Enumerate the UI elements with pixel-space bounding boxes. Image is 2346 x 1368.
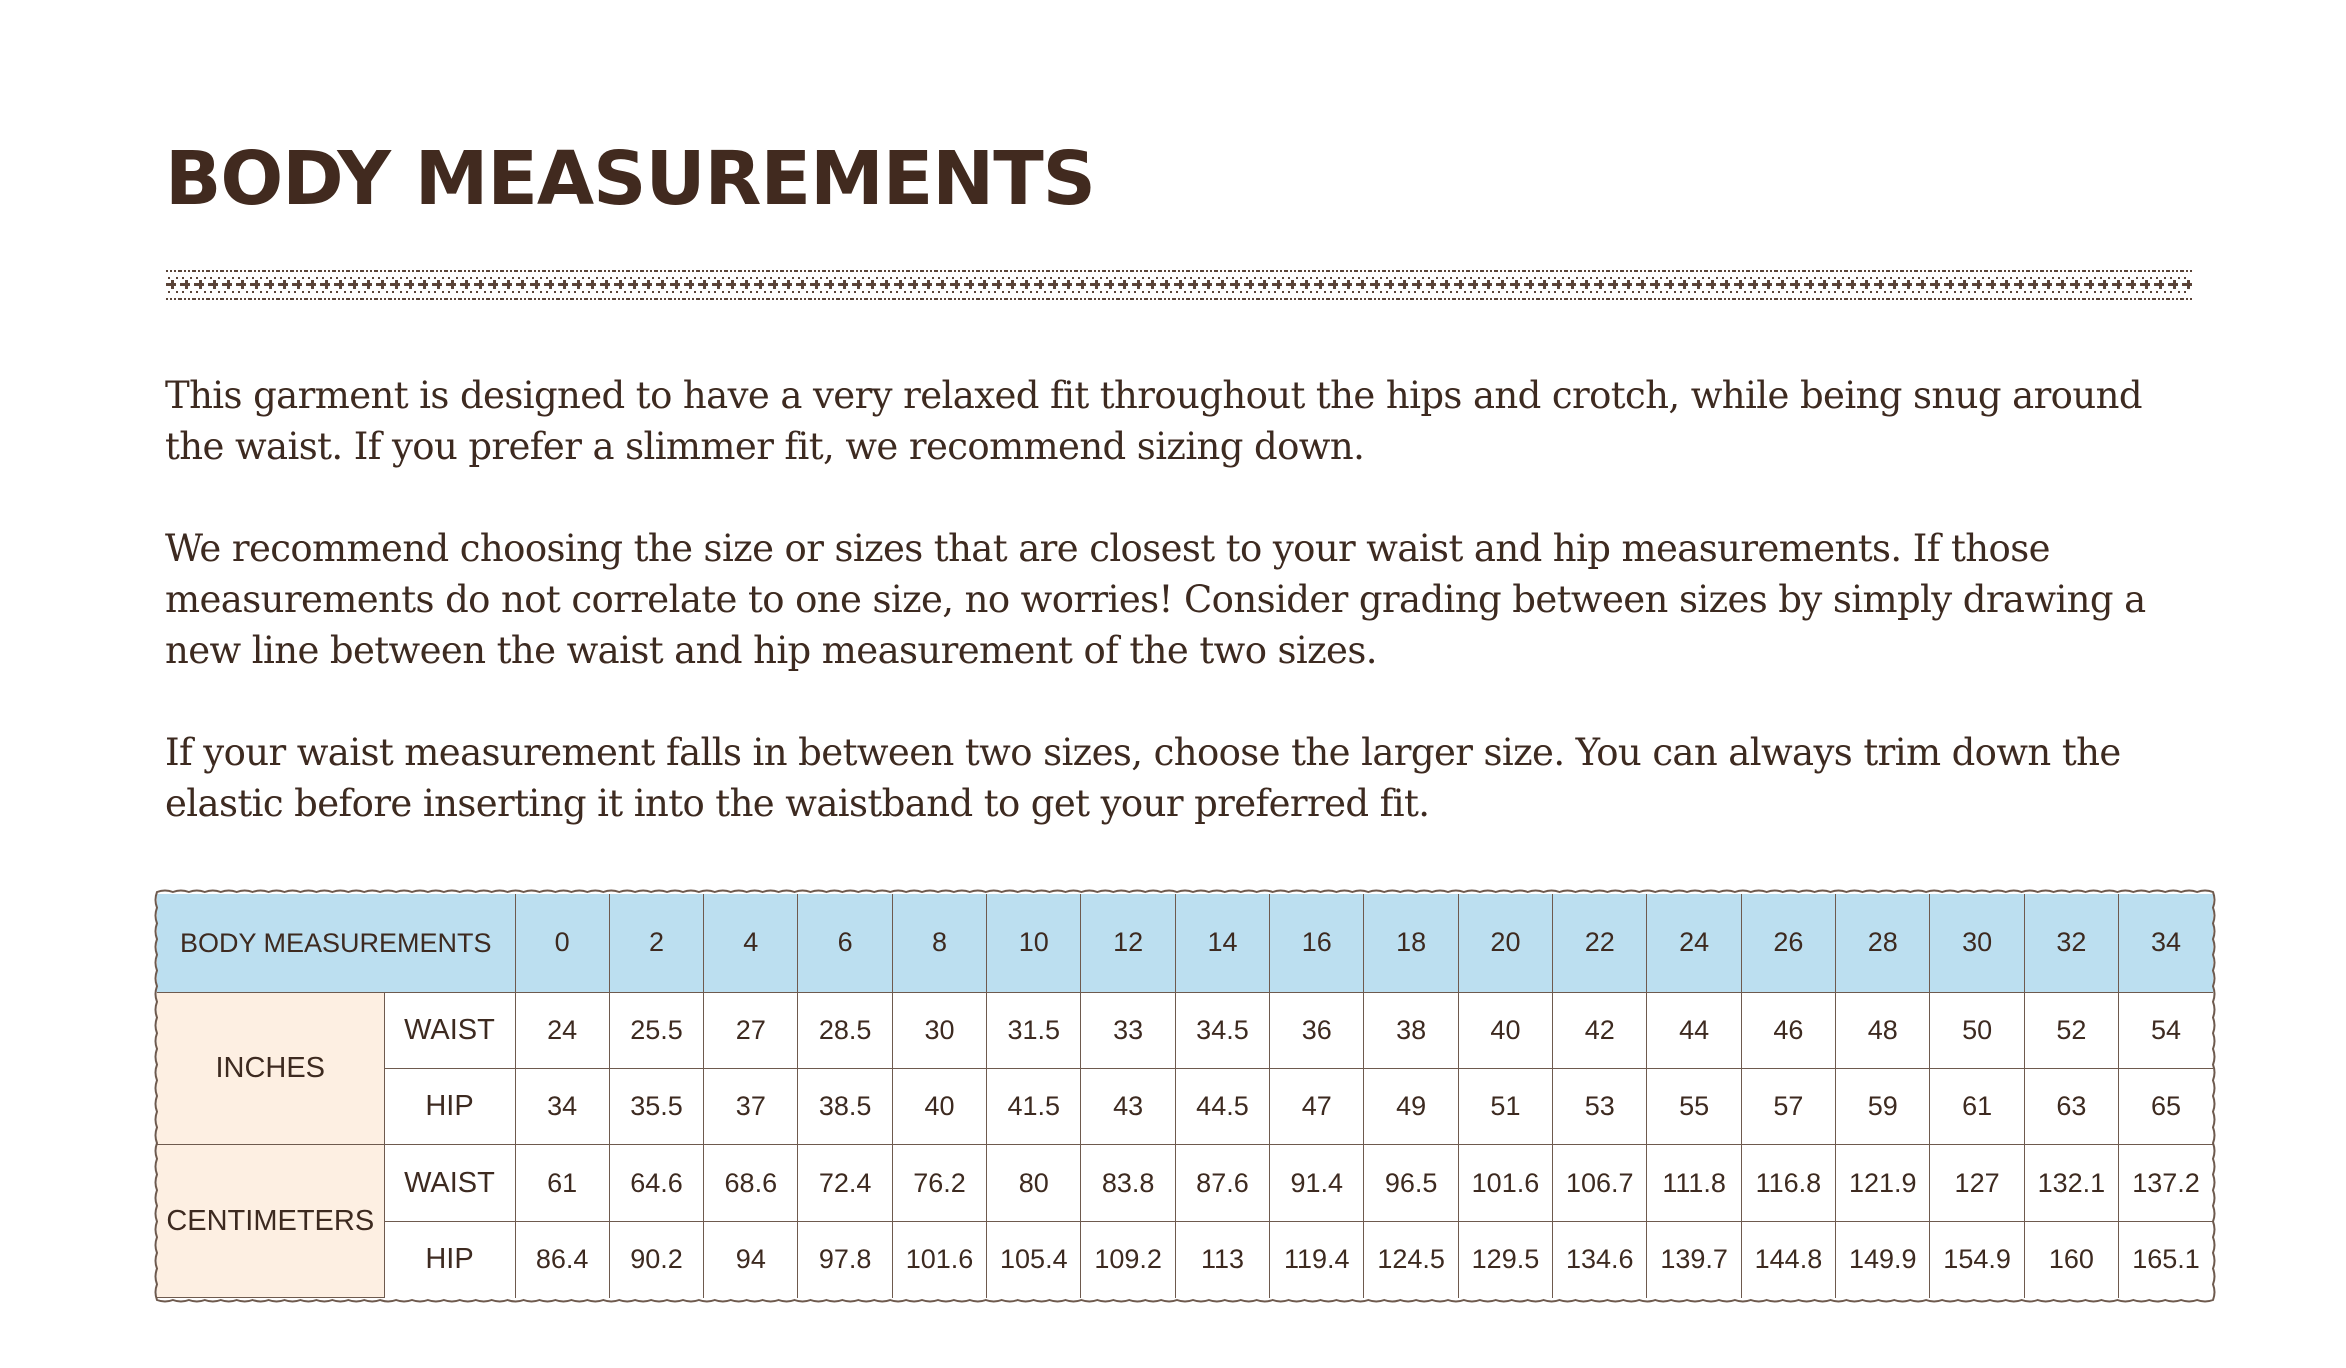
size-header: 30: [1930, 894, 2024, 992]
table-cell: 63: [2024, 1069, 2118, 1145]
table-cell: 111.8: [1647, 1145, 1741, 1221]
table-cell: 72.4: [798, 1145, 892, 1221]
table-cell: 86.4: [515, 1221, 609, 1297]
table-cell: 47: [1270, 1069, 1364, 1145]
table-cell: 40: [892, 1069, 986, 1145]
table-cell: 43: [1081, 1069, 1175, 1145]
size-header: 24: [1647, 894, 1741, 992]
measurement-label: HIP: [384, 1221, 515, 1297]
table-cell: 55: [1647, 1069, 1741, 1145]
table-cell: 25.5: [609, 992, 703, 1068]
table-cell: 37: [704, 1069, 798, 1145]
table-cell: 132.1: [2024, 1145, 2118, 1221]
measurement-table: [157, 894, 2213, 1298]
decorative-divider: [166, 268, 2192, 302]
table-row-centimeters-hip: [157, 1221, 2213, 1297]
table-cell: 52: [2024, 992, 2118, 1068]
table-cell: 27: [704, 992, 798, 1068]
paragraph-choosing-size: We recommend choosing the size or sizes that are closest to your waist and hip measurements. If those measurements do not correlate to one size, no worries! Consider grading between sizes by simply drawing a new line between the waist and hip measurement of the two sizes.: [165, 527, 2146, 672]
table-cell: 38: [1364, 992, 1458, 1068]
table-cell: 76.2: [892, 1145, 986, 1221]
table-header-label: BODY MEASUREMENTS: [157, 894, 515, 992]
table-cell: 49: [1364, 1069, 1458, 1145]
table-cell: 68.6: [704, 1145, 798, 1221]
table-cell: 36: [1270, 992, 1364, 1068]
table-cell: 116.8: [1741, 1145, 1835, 1221]
table-cell: 124.5: [1364, 1221, 1458, 1297]
table-cell: 154.9: [1930, 1221, 2024, 1297]
table-cell: 46: [1741, 992, 1835, 1068]
table-cell: 42: [1553, 992, 1647, 1068]
table-cell: 40: [1458, 992, 1552, 1068]
table-cell: 94: [704, 1221, 798, 1297]
table-cell: 109.2: [1081, 1221, 1175, 1297]
table-row-inches-waist: [157, 992, 2213, 1068]
table-cell: 51: [1458, 1069, 1552, 1145]
size-header: 10: [987, 894, 1081, 992]
table-cell: 106.7: [1553, 1145, 1647, 1221]
table-cell: 134.6: [1553, 1221, 1647, 1297]
table-cell: 65: [2119, 1069, 2213, 1145]
table-cell: 61: [515, 1145, 609, 1221]
size-header: 28: [1836, 894, 1930, 992]
measurement-label: WAIST: [384, 992, 515, 1068]
size-header: 16: [1270, 894, 1364, 992]
table-cell: 48: [1836, 992, 1930, 1068]
size-header: 26: [1741, 894, 1835, 992]
table-cell: 165.1: [2119, 1221, 2213, 1297]
paragraph-waist-between: If your waist measurement falls in between two sizes, choose the larger size. You can always trim down the elastic before inserting it into the waistband to get your preferred fit.: [165, 731, 2121, 825]
table-cell: 97.8: [798, 1221, 892, 1297]
table-cell: 35.5: [609, 1069, 703, 1145]
size-header: 14: [1175, 894, 1269, 992]
unit-label-centimeters: CENTIMETERS: [157, 1145, 384, 1298]
table-cell: 54: [2119, 992, 2213, 1068]
table-cell: 144.8: [1741, 1221, 1835, 1297]
table-header-row: [157, 894, 2213, 992]
table-cell: 149.9: [1836, 1221, 1930, 1297]
table-cell: 31.5: [987, 992, 1081, 1068]
table-cell: 34.5: [1175, 992, 1269, 1068]
size-header: 6: [798, 894, 892, 992]
size-header: 32: [2024, 894, 2118, 992]
table-cell: 53: [1553, 1069, 1647, 1145]
table-cell: 34: [515, 1069, 609, 1145]
measurement-label: WAIST: [384, 1145, 515, 1221]
table-cell: 50: [1930, 992, 2024, 1068]
table-row-inches-hip: [157, 1069, 2213, 1145]
table-cell: 160: [2024, 1221, 2118, 1297]
table-cell: 44.5: [1175, 1069, 1269, 1145]
table-cell: 127: [1930, 1145, 2024, 1221]
table-cell: 30: [892, 992, 986, 1068]
table-cell: 129.5: [1458, 1221, 1552, 1297]
table-cell: 59: [1836, 1069, 1930, 1145]
table-cell: 91.4: [1270, 1145, 1364, 1221]
table-cell: 44: [1647, 992, 1741, 1068]
table-row-centimeters-waist: [157, 1145, 2213, 1221]
table-cell: 119.4: [1270, 1221, 1364, 1297]
table-cell: 101.6: [892, 1221, 986, 1297]
table-cell: 113: [1175, 1221, 1269, 1297]
paragraph-fit: This garment is designed to have a very relaxed fit throughout the hips and crotch, while being snug around the waist. If you prefer a slimmer fit, we recommend sizing down.: [165, 374, 2142, 468]
measurement-label: HIP: [384, 1069, 515, 1145]
unit-label-inches: INCHES: [157, 992, 384, 1145]
table-cell: 105.4: [987, 1221, 1081, 1297]
size-header: 20: [1458, 894, 1552, 992]
intro-text: [165, 370, 2205, 880]
table-cell: 101.6: [1458, 1145, 1552, 1221]
size-header: 34: [2119, 894, 2213, 992]
size-header: 22: [1553, 894, 1647, 992]
table-cell: 28.5: [798, 992, 892, 1068]
table-cell: 57: [1741, 1069, 1835, 1145]
page-title: BODY MEASUREMENTS: [165, 136, 1095, 222]
table-cell: 90.2: [609, 1221, 703, 1297]
size-header: 4: [704, 894, 798, 992]
size-header: 12: [1081, 894, 1175, 992]
table-cell: 64.6: [609, 1145, 703, 1221]
size-header: 2: [609, 894, 703, 992]
table-cell: 121.9: [1836, 1145, 1930, 1221]
table-cell: 96.5: [1364, 1145, 1458, 1221]
table-cell: 80: [987, 1145, 1081, 1221]
table-cell: 41.5: [987, 1069, 1081, 1145]
table-cell: 137.2: [2119, 1145, 2213, 1221]
table-cell: 24: [515, 992, 609, 1068]
table-cell: 61: [1930, 1069, 2024, 1145]
size-header: 18: [1364, 894, 1458, 992]
table-cell: 38.5: [798, 1069, 892, 1145]
table-cell: 83.8: [1081, 1145, 1175, 1221]
measurement-table-container: [153, 888, 2217, 1304]
table-cell: 139.7: [1647, 1221, 1741, 1297]
size-header: 8: [892, 894, 986, 992]
size-header: 0: [515, 894, 609, 992]
table-cell: 33: [1081, 992, 1175, 1068]
table-cell: 87.6: [1175, 1145, 1269, 1221]
